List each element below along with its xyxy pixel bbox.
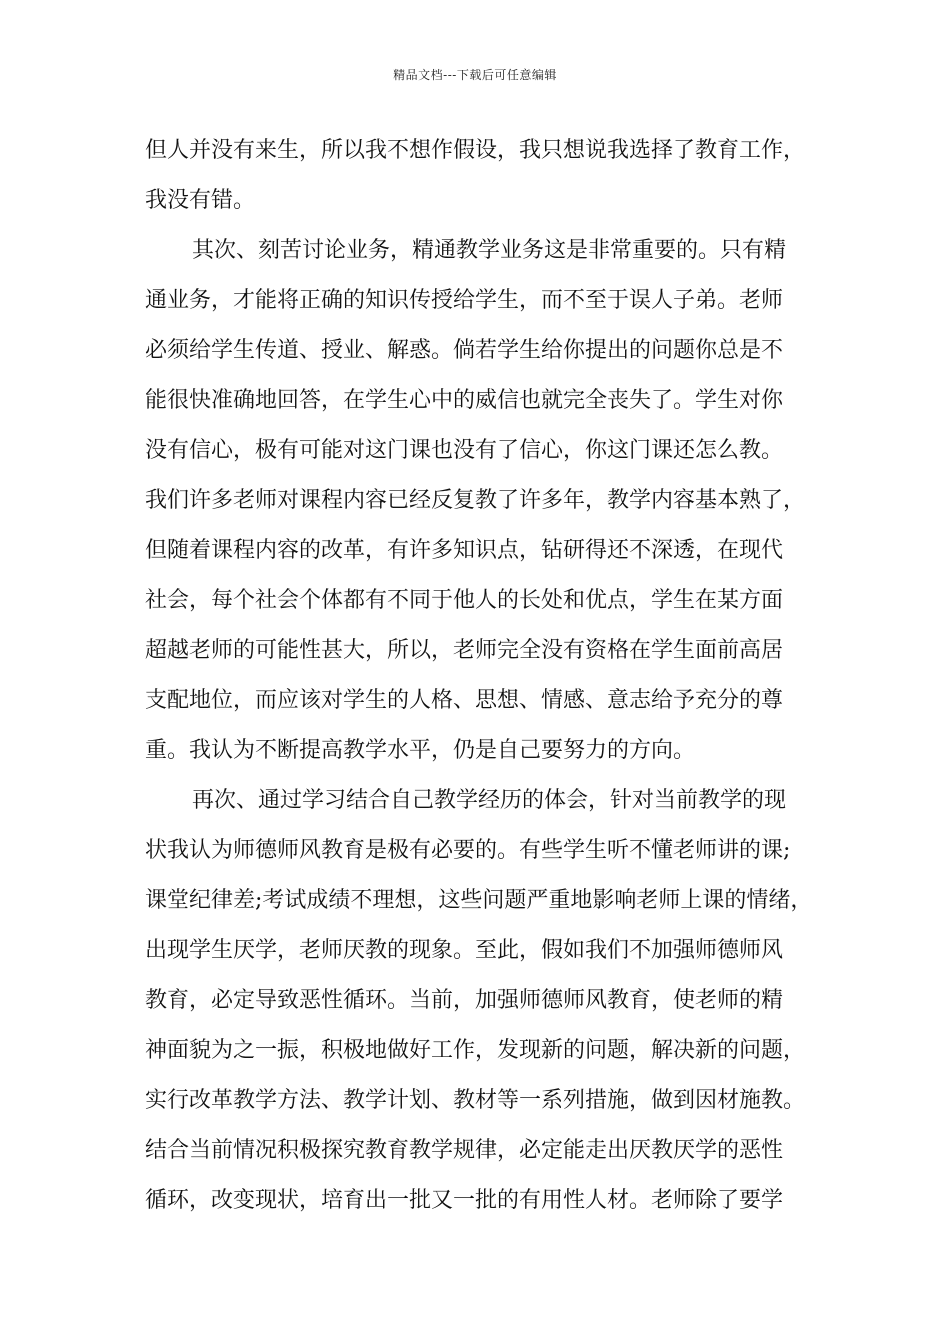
text-line: 超越老师的可能性甚大，所以，老师完全没有资格在学生面前高居 xyxy=(145,638,784,663)
text-line: 重。我认为不断提高教学水平，仍是自己要努力的方向。 xyxy=(145,738,696,763)
text-line: 社会，每个社会个体都有不同于他人的长处和优点，学生在某方面 xyxy=(145,588,784,613)
text-line: 但人并没有来生，所以我不想作假设，我只想说我选择了教育工作， xyxy=(145,138,806,163)
text-line: 实行改革教学方法、教学计划、教材等一系列措施，做到因材施教。 xyxy=(145,1088,806,1113)
paragraph xyxy=(145,776,827,1226)
text-line: 其次、刻苦讨论业务，精通教学业务这是非常重要的。只有精 xyxy=(192,238,787,263)
text-line: 课堂纪律差;考试成绩不理想，这些问题严重地影响老师上课的情绪， xyxy=(145,888,813,913)
text-line: 我们许多老师对课程内容已经反复教了许多年，教学内容基本熟了， xyxy=(145,488,806,513)
text-line: 通业务，才能将正确的知识传授给学生，而不至于误人子弟。老师 xyxy=(145,288,784,313)
paragraph xyxy=(145,126,827,226)
text-line: 支配地位，而应该对学生的人格、思想、情感、意志给予充分的尊 xyxy=(145,688,784,713)
text-line: 出现学生厌学，老师厌教的现象。至此，假如我们不加强师德师风 xyxy=(145,938,784,963)
text-line: 结合当前情况积极探究教育教学规律，必定能走出厌教厌学的恶性 xyxy=(145,1138,784,1163)
paragraph xyxy=(145,226,827,776)
text-line: 教育，必定导致恶性循环。当前，加强师德师风教育，使老师的精 xyxy=(145,988,784,1013)
text-line: 没有信心，极有可能对这门课也没有了信心，你这门课还怎么教。 xyxy=(145,438,784,463)
text-line: 我没有错。 xyxy=(145,188,256,213)
text-line: 必须给学生传道、授业、解惑。倘若学生给你提出的问题你总是不 xyxy=(145,338,784,363)
text-line: 但随着课程内容的改革，有许多知识点，钻研得还不深透，在现代 xyxy=(145,538,784,563)
text-line: 再次、通过学习结合自己教学经历的体会，针对当前教学的现 xyxy=(192,788,787,813)
page-header: 精品文档---下载后可任意编辑 xyxy=(393,68,557,82)
text-line: 循环，改变现状，培育出一批又一批的有用性人材。老师除了要学 xyxy=(145,1188,784,1213)
document-body xyxy=(145,126,827,1226)
text-line: 能很快准确地回答，在学生心中的威信也就完全丧失了。学生对你 xyxy=(145,388,784,413)
text-line: 神面貌为之一振，积极地做好工作，发现新的问题，解决新的问题， xyxy=(145,1038,806,1063)
text-line: 状我认为师德师风教育是极有必要的。有些学生听不懂老师讲的课; xyxy=(145,838,791,863)
